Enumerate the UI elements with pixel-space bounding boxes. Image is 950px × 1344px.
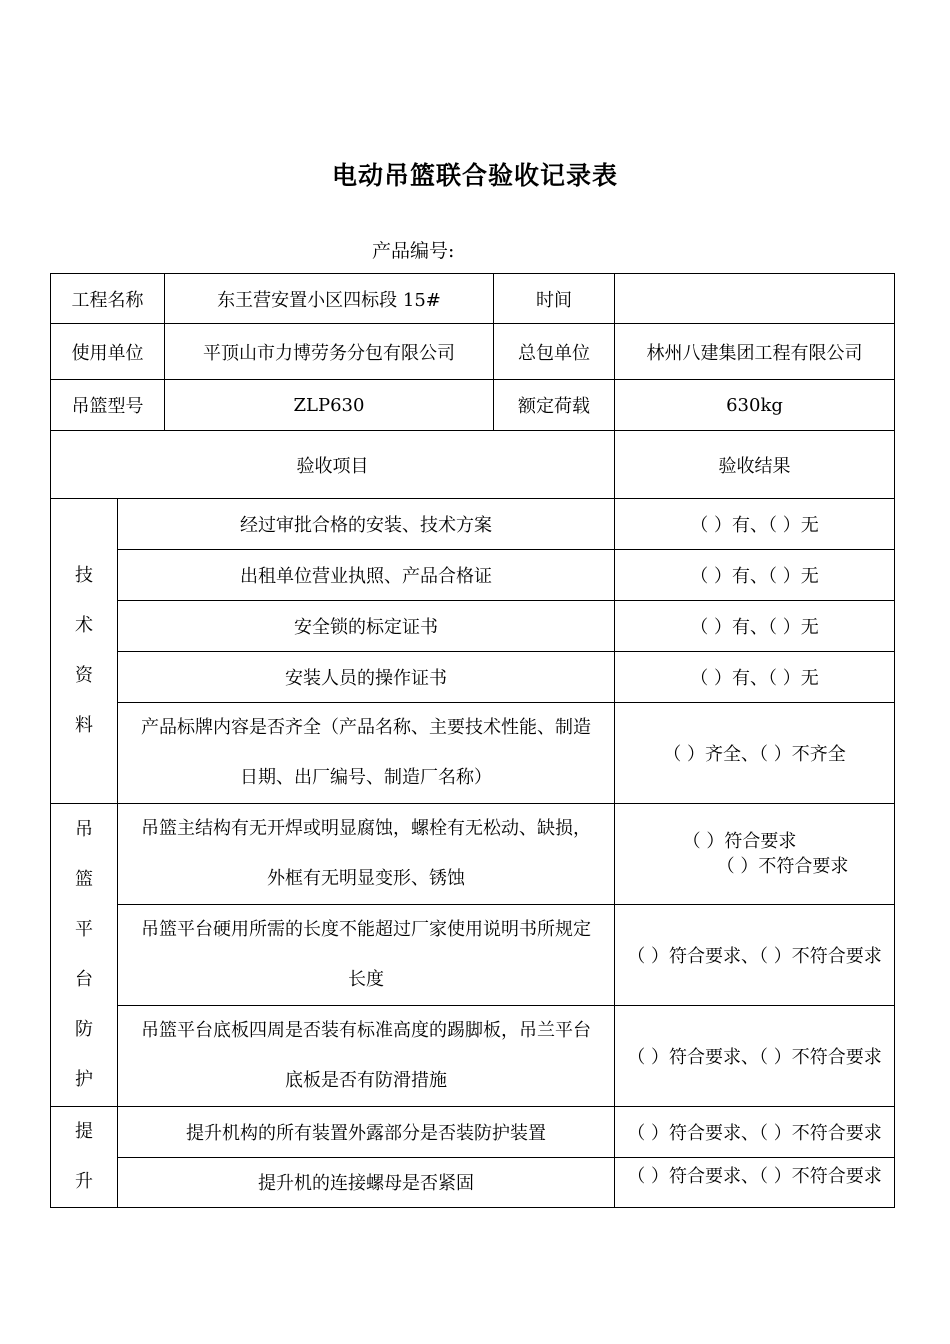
check-item-line: 长度 — [348, 969, 384, 990]
check-item: 出租单位营业执照、产品合格证 — [118, 550, 615, 601]
check-result[interactable]: （ ）符合要求、（ ）不符合要求 — [615, 1107, 895, 1158]
table-row — [51, 1006, 895, 1107]
category-tech-docs — [51, 499, 118, 804]
category-char: 台 — [75, 969, 93, 990]
project-name-value: 东王营安置小区四标段 15# — [165, 274, 494, 324]
model-label: 吊篮型号 — [51, 380, 165, 431]
category-char: 资 — [75, 665, 93, 686]
rated-load-value: 630kg — [615, 380, 895, 431]
result-option[interactable]: （ ）符合要求 — [682, 831, 797, 852]
page-title: 电动吊篮联合验收记录表 — [331, 161, 618, 190]
category-char: 术 — [75, 615, 93, 636]
check-item-line: 外框有无明显变形、锈蚀 — [267, 868, 465, 889]
check-result[interactable]: （ ）符合要求、（ ）不符合要求 — [615, 1006, 895, 1107]
table-row — [51, 1157, 895, 1208]
check-result[interactable]: （ ）齐全、（ ）不齐全 — [615, 703, 895, 804]
category-char: 防 — [75, 1019, 93, 1040]
check-item — [118, 905, 615, 1006]
category-char: 平 — [75, 919, 93, 940]
category-hoist — [51, 1107, 118, 1208]
check-item — [118, 703, 615, 804]
check-result[interactable]: （ ）有、（ ）无 — [615, 652, 895, 703]
check-item — [118, 1006, 615, 1107]
table-row — [51, 804, 895, 905]
contractor-value: 林州八建集团工程有限公司 — [615, 324, 895, 380]
model-value: ZLP630 — [165, 380, 494, 431]
result-option[interactable]: （ ）不符合要求 — [716, 856, 849, 877]
product-number-label: 产品编号: — [372, 240, 455, 262]
table-row — [51, 601, 895, 652]
category-char: 料 — [75, 715, 93, 736]
check-item: 安全锁的标定证书 — [118, 601, 615, 652]
check-result[interactable] — [615, 804, 895, 905]
check-item: 提升机的连接螺母是否紧固 — [118, 1157, 615, 1208]
category-char: 护 — [75, 1069, 93, 1090]
user-unit-value: 平顶山市力博劳务分包有限公司 — [165, 324, 494, 380]
table-row — [51, 905, 895, 1006]
check-item: 经过审批合格的安装、技术方案 — [118, 499, 615, 550]
results-header: 验收结果 — [615, 431, 895, 499]
category-char: 升 — [75, 1171, 93, 1192]
rated-load-label: 额定荷载 — [494, 380, 615, 431]
table-row — [51, 1107, 895, 1158]
check-item-line: 吊篮平台硬用所需的长度不能超过厂家使用说明书所规定 — [141, 919, 591, 940]
time-value — [615, 274, 895, 324]
check-item — [118, 804, 615, 905]
items-header: 验收项目 — [51, 431, 615, 499]
check-item-line: 底板是否有防滑措施 — [285, 1070, 447, 1091]
info-row-project — [51, 274, 895, 324]
project-name-label: 工程名称 — [51, 274, 165, 324]
time-label: 时间 — [494, 274, 615, 324]
check-result[interactable]: （ ）有、（ ）无 — [615, 601, 895, 652]
check-result[interactable]: （ ）有、（ ）无 — [615, 499, 895, 550]
table-row — [51, 652, 895, 703]
check-item: 安装人员的操作证书 — [118, 652, 615, 703]
category-char: 吊 — [75, 819, 93, 840]
category-platform-protection — [51, 804, 118, 1107]
check-result[interactable]: （ ）符合要求、（ ）不符合要求 — [615, 1157, 895, 1208]
table-row — [51, 703, 895, 804]
acceptance-form-table — [50, 273, 895, 1208]
category-char: 技 — [75, 565, 93, 586]
check-item: 提升机构的所有装置外露部分是否装防护装置 — [118, 1107, 615, 1158]
check-result[interactable]: （ ）符合要求、（ ）不符合要求 — [615, 905, 895, 1006]
user-unit-label: 使用单位 — [51, 324, 165, 380]
category-char: 提 — [75, 1121, 93, 1142]
check-item-line: 吊篮平台底板四周是否装有标准高度的踢脚板，吊兰平台 — [141, 1020, 591, 1041]
info-row-model — [51, 380, 895, 431]
table-row — [51, 499, 895, 550]
check-item-line: 吊篮主结构有无开焊或明显腐蚀，螺栓有无松动、缺损， — [141, 818, 591, 839]
table-row — [51, 550, 895, 601]
check-result[interactable]: （ ）有、（ ）无 — [615, 550, 895, 601]
check-item-line: 产品标牌内容是否齐全（产品名称、主要技术性能、制造 — [141, 717, 591, 738]
table-header-row — [51, 431, 895, 499]
contractor-label: 总包单位 — [494, 324, 615, 380]
info-row-units — [51, 324, 895, 380]
check-item-line: 日期、出厂编号、制造厂名称） — [240, 767, 492, 788]
category-char: 篮 — [75, 869, 93, 890]
